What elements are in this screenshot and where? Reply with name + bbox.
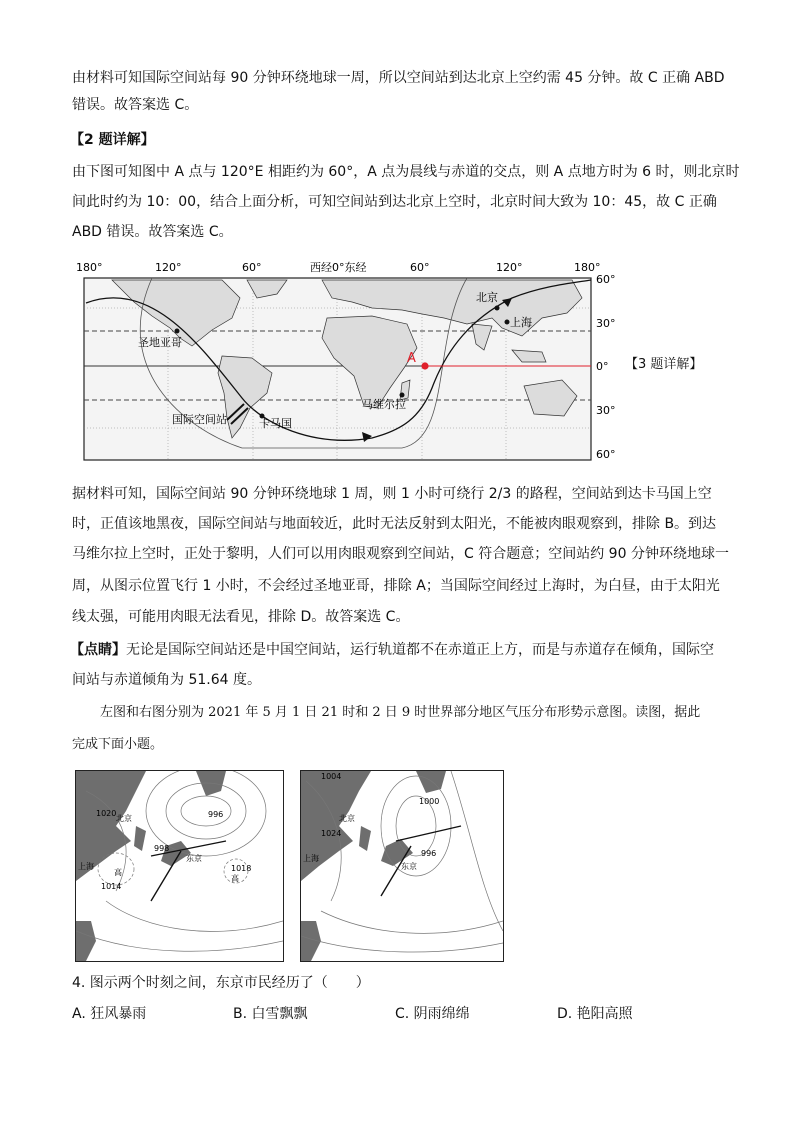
latitude-label: 60°: [596, 448, 616, 461]
dianjing-line: [70, 640, 714, 660]
left-pressure-map: [75, 770, 284, 962]
city-label: 上海: [303, 854, 319, 863]
choice-a[interactable]: A. 狂风暴雨: [72, 1006, 147, 1022]
text-line: 间此时约为 10：00，结合上面分析，可知空间站到达北京上空时，北京时间大致为 10：45，故 C 正确: [72, 194, 717, 210]
longitude-label: 120°: [155, 261, 182, 274]
text-line: 由下图可知图中 A 点与 120°E 相距约为 60°，A 点为晨线与赤道的交点，则 A 点地方时为 6 时，则北京时: [72, 164, 740, 180]
isobar-label: 1018: [231, 864, 252, 873]
latitude-label: 0°: [596, 360, 609, 373]
text-line: 时，正值该地黑夜，国际空间站与地面较近，此时无法反射到太阳光，不能被肉眼观察到，排除 B。到达: [72, 516, 717, 532]
world-map-figure: [72, 258, 632, 463]
madagascar-label: 马维尔拉: [362, 398, 406, 411]
isobar-label: 1020: [96, 809, 117, 818]
beijing-dot: [495, 306, 500, 311]
choice-b[interactable]: B. 白雪飘飘: [233, 1006, 308, 1022]
city-label: 北京: [116, 814, 132, 823]
isobar-label: 996: [208, 810, 224, 819]
dianjing-label: 【点睛】: [70, 642, 126, 658]
santiago-dot: [175, 329, 180, 334]
city-label: 上海: [78, 862, 94, 871]
text-line: 周，从图示位置飞行 1 小时，不会经过圣地亚哥，排除 A；当国际空间经过上海时，为白昼，由于太阳光: [72, 578, 720, 594]
longitude-label: 180°: [574, 261, 601, 274]
shanghai-label: 上海: [510, 316, 532, 329]
isobar-label: 998: [154, 844, 170, 853]
city-label: 东京: [401, 862, 417, 871]
high-pressure-label: 高: [231, 874, 239, 883]
shanghai-dot: [505, 320, 510, 325]
section-heading: 【3 题详解】: [625, 357, 703, 372]
left-pressure-svg: [76, 771, 283, 961]
point-a-label: A: [407, 351, 416, 366]
city-label: 东京: [186, 854, 202, 863]
qatar-label: 卡马国: [259, 417, 292, 430]
iss-label: 国际空间站: [172, 413, 227, 426]
intro-line: 左图和右图分别为 2021 年 5 月 1 日 21 时和 2 日 9 时世界部分地区气压分布形势示意图。读图，据此: [100, 705, 701, 720]
text-line: 错误。故答案选 C。: [72, 97, 199, 113]
madagascar-dot: [400, 393, 405, 398]
text-line: ABD 错误。故答案选 C。: [72, 224, 233, 240]
isobar-label: 1014: [101, 882, 122, 891]
longitude-label: 60°: [410, 261, 430, 274]
santiago-label: 圣地亚哥: [138, 336, 182, 349]
front-line: [396, 826, 461, 841]
isobar-label: 1024: [321, 829, 342, 838]
choice-d[interactable]: D. 艳阳高照: [557, 1006, 633, 1022]
isobar-label: 1004: [321, 772, 342, 781]
text-line: 马维尔拉上空时，正处于黎明，人们可以用肉眼观察到空间站，C 符合题意；空间站约 90 分钟环绕地球一: [72, 546, 729, 562]
text-line: 由材料可知国际空间站每 90 分钟环绕地球一周，所以空间站到达北京上空约需 45 分钟。故 C 正确 ABD: [72, 70, 725, 86]
longitude-label: 120°: [496, 261, 523, 274]
latitude-label: 60°: [596, 273, 616, 286]
text-line: 间站与赤道倾角为 51.64 度。: [72, 672, 261, 688]
latitude-label: 30°: [596, 404, 616, 417]
text-line: 线太强，可能用肉眼无法看见，排除 D。故答案选 C。: [72, 609, 410, 625]
isobar-label: 1000: [419, 797, 440, 806]
high-pressure-label: 高: [114, 868, 122, 877]
longitude-label: 西经0°东经: [310, 261, 367, 274]
longitude-label: 180°: [76, 261, 103, 274]
intro-line: 完成下面小题。: [72, 737, 164, 752]
right-pressure-map: [300, 770, 504, 962]
text-line: 无论是国际空间站还是中国空间站，运行轨道都不在赤道正上方，而是与赤道存在倾角，国际空: [126, 642, 714, 658]
latitude-label: 30°: [596, 317, 616, 330]
world-map-svg: [72, 258, 632, 463]
city-label: 北京: [339, 814, 355, 823]
choice-c[interactable]: C. 阴雨绵绵: [395, 1006, 470, 1022]
isobar-label: 996: [421, 849, 437, 858]
question-stem: 4. 图示两个时刻之间，东京市民经历了（ ）: [72, 975, 370, 991]
text-line: 据材料可知，国际空间站 90 分钟环绕地球 1 周，则 1 小时可绕行 2/3 的路程，空间站到达卡马国上空: [72, 486, 712, 502]
longitude-label: 60°: [242, 261, 262, 274]
section-heading: 【2 题详解】: [70, 132, 155, 148]
right-pressure-svg: [301, 771, 503, 961]
point-a-marker: [421, 362, 428, 369]
beijing-label: 北京: [476, 291, 498, 304]
